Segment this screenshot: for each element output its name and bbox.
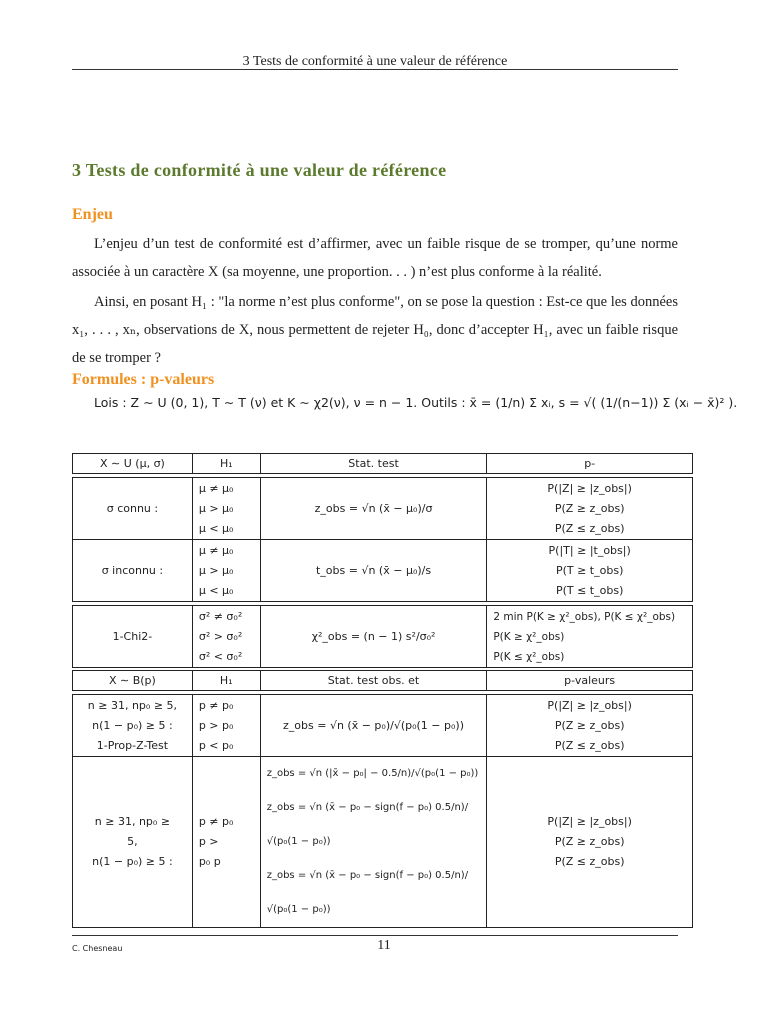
proportion-tests-table — [72, 670, 693, 928]
stat-formula: χ²_obs = (n − 1) s²/σ₀² — [260, 606, 487, 668]
section-title: 3 Tests de conformité à une valeur de référence — [72, 160, 447, 180]
running-header: 3 Tests de conformité à une valeur de référence — [242, 54, 508, 69]
h1-cell: p ≠ p₀ p > p₀ p < p₀ — [192, 695, 260, 757]
row-label: σ inconnu : — [73, 540, 193, 602]
header-p-values: p-valeurs — [487, 671, 693, 691]
header-stat-test: Stat. test obs. et — [260, 671, 487, 691]
page-number: 11 — [377, 938, 391, 953]
header-rule — [72, 69, 678, 70]
gaussian-tests-table — [72, 453, 693, 668]
header-stat-test: Stat. test — [260, 454, 487, 474]
h1-cell: μ ≠ μ₀ μ > μ₀ μ < μ₀ — [192, 478, 260, 540]
stat-formula: z_obs = √n (x̄ − p₀)/√(p₀(1 − p₀)) — [260, 695, 487, 757]
p-value-cell: P(|Z| ≥ |z_obs|) P(Z ≥ z_obs) P(Z ≤ z_obs) — [487, 478, 693, 540]
footer-rule — [72, 935, 678, 936]
h1-cell: μ ≠ μ₀ μ > μ₀ μ < μ₀ — [192, 540, 260, 602]
row-label: 1-Chi2- — [73, 606, 193, 668]
lois-line: Lois : Z ∼ U (0, 1), T ∼ T (ν) et K ∼ χ2(ν), ν = n − 1. Outils : x̄ = (1/n) Σ xᵢ, s = √( (1/(n−1)) Σ (xᵢ − x̄)² ). — [94, 395, 738, 410]
p-value-cell: P(|Z| ≥ |z_obs|) P(Z ≥ z_obs) P(Z ≤ z_obs) — [487, 757, 693, 928]
enjeu-paragraph-2: Ainsi, en posant H₁ : "la norme n’est plus conforme", on se pose la question : Est-ce que les données x₁, . . . , xₙ, observations de X, nous permettent de rejeter H₀, donc d’accepter H₁, avec un faible risque de se tromper ? — [72, 294, 678, 366]
header-p: p- — [487, 454, 693, 474]
header-h1: H₁ — [192, 454, 260, 474]
formules-heading: Formules : p-valeurs — [72, 371, 215, 388]
header-distribution: X ∼ U (μ, σ) — [73, 454, 193, 474]
enjeu-paragraph-1: L’enjeu d’un test de conformité est d’affirmer, avec un faible risque de se tromper, qu’une norme associée à un caractère X (sa moyenne, une proportion. . . ) n’est plus conforme à la réalité. — [72, 236, 678, 280]
row-label: σ connu : — [73, 478, 193, 540]
p-value-cell: P(|T| ≥ |t_obs|) P(T ≥ t_obs) P(T ≤ t_obs) — [487, 540, 693, 602]
header-distribution: X ∼ B(p) — [73, 671, 193, 691]
footer-author: C. Chesneau — [72, 944, 123, 953]
p-value-cell: 2 min P(K ≥ χ²_obs), P(K ≤ χ²_obs) P(K ≥ χ²_obs) P(K ≤ χ²_obs) — [487, 606, 693, 668]
stat-formula: z_obs = √n (x̄ − μ₀)/σ — [260, 478, 487, 540]
stat-formula: t_obs = √n (x̄ − μ₀)/s — [260, 540, 487, 602]
enjeu-heading: Enjeu — [72, 206, 113, 223]
p-value-cell: P(|Z| ≥ |z_obs|) P(Z ≥ z_obs) P(Z ≤ z_obs) — [487, 695, 693, 757]
header-h1: H₁ — [192, 671, 260, 691]
row-label: n ≥ 31, np₀ ≥ 5, n(1 − p₀) ≥ 5 : — [73, 757, 193, 928]
h1-cell: p ≠ p₀ p > p₀ p — [192, 757, 260, 928]
row-label: n ≥ 31, np₀ ≥ 5, n(1 − p₀) ≥ 5 : 1-Prop-Z-Test — [73, 695, 193, 757]
stat-formula: z_obs = √n (|x̄ − p₀| − 0.5/n)/√(p₀(1 − p₀)) z_obs = √n (x̄ − p₀ − sign(f − p₀) 0.5/n)/√(p₀(1 − p₀)) z_obs = √n (x̄ − p₀ − sign(f − p₀) 0.5/n)/√(p₀(1 − p₀)) — [260, 757, 487, 928]
h1-cell: σ² ≠ σ₀² σ² > σ₀² σ² < σ₀² — [192, 606, 260, 668]
